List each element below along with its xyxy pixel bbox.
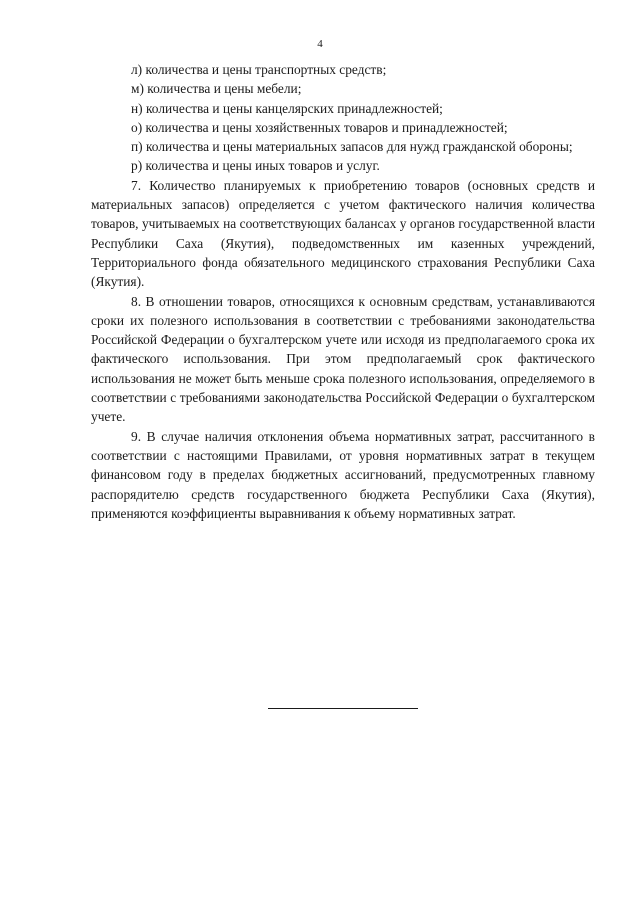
paragraph-7: 7. Количество планируемых к приобретению товаров (основных средств и материальных запасов) определяется с учетом фактического наличия количества товаров, учитываемых на соответствующих балансах у органов государственной власти Республики Саха (Якутия), подведомственных им казенных учреждений, Территориального фонда обязательного медицинского страхования Республики Саха (Якутия).: [91, 177, 595, 290]
list-item-o: о) количества и цены хозяйственных товаров и принадлежностей;: [131, 119, 508, 135]
document-body: [91, 60, 595, 523]
list-item-p: п) количества и цены материальных запасов для нужд гражданской обороны;: [131, 139, 573, 155]
list-item-m: м) количества и цены мебели;: [131, 81, 302, 97]
list-item-r: р) количества и цены иных товаров и услуг.: [131, 158, 380, 174]
list-item-n: н) количества и цены канцелярских принадлежностей;: [131, 100, 443, 116]
end-divider-line: [268, 708, 418, 709]
page-number: 4: [317, 38, 323, 50]
paragraph-8: 8. В отношении товаров, относящихся к основным средствам, устанавливаются сроки их полезного использования в соответствии с требованиями законодательства Российской Федерации о бухгалтерском учете или исходя из предполагаемого срока их фактического использования. При этом предполагаемый срок фактического использования не может быть меньше срока полезного использования, определяемого в соответствии с требованиями законодательства Российской Федерации о бухгалтерском учете.: [91, 293, 595, 425]
list-item-l: л) количества и цены транспортных средств;: [131, 62, 387, 77]
paragraph-9: 9. В случае наличия отклонения объема нормативных затрат, рассчитанного в соответствии с настоящими Правилами, от уровня нормативных затрат в текущем финансовом году в пределах бюджетных ассигнований, предусмотренных главному распорядителю средств государственного бюджета Республики Саха (Якутия), применяются коэффициенты выравнивания к объему нормативных затрат.: [91, 428, 595, 521]
